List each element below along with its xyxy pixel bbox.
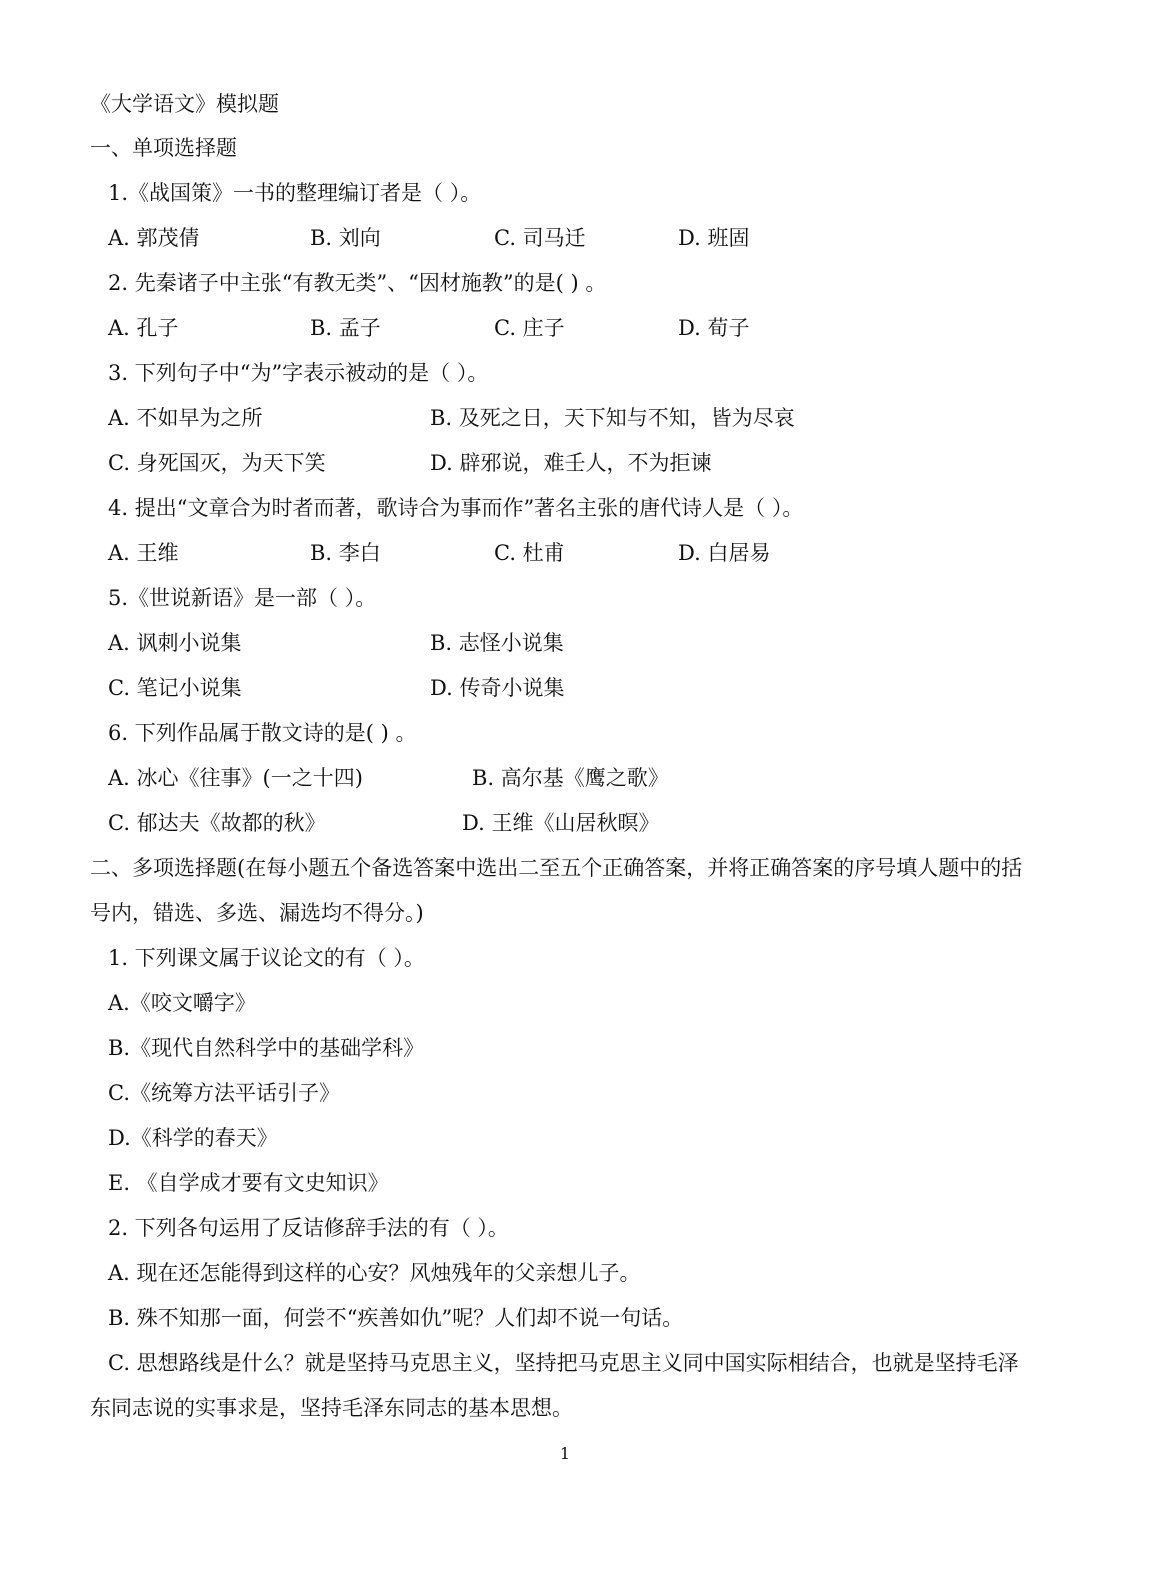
- option-b: B. 刘向: [310, 226, 381, 250]
- option-d: D. 荀子: [678, 316, 750, 340]
- option-c: C. 身死国灭，为天下笑: [108, 451, 326, 475]
- option-d: D. 传奇小说集: [430, 676, 565, 700]
- option-a: A. 不如早为之所: [108, 406, 263, 430]
- option-c: C. 笔记小说集: [108, 676, 242, 700]
- option-c: C. 郁达夫《故都的秋》: [108, 811, 326, 835]
- page-number: 1: [559, 1444, 571, 1463]
- option-a: A. 现在还怎能得到这样的心安？风烛残年的父亲想儿子。: [108, 1261, 641, 1285]
- option-a: A. 讽刺小说集: [108, 631, 242, 655]
- option-b: B. 高尔基《鹰之歌》: [472, 766, 669, 790]
- option-d: D.《科学的春天》: [108, 1126, 278, 1150]
- option-b: B.《现代自然科学中的基础学科》: [108, 1036, 425, 1060]
- option-c-continuation: 东同志说的实事求是，坚持毛泽东同志的基本思想。: [90, 1396, 573, 1420]
- option-e: E. 《自学成才要有文史知识》: [108, 1171, 389, 1195]
- option-c: C. 思想路线是什么？就是坚持马克思主义，坚持把马克思主义同中国实际相结合，也就是坚持毛泽: [108, 1351, 1019, 1375]
- question-stem: 1. 下列课文属于议论文的有（ ）。: [108, 946, 425, 970]
- option-b: B. 志怪小说集: [430, 631, 564, 655]
- page-title: 《大学语文》模拟题: [90, 92, 279, 116]
- question-stem: 2. 下列各句运用了反诘修辞手法的有（ ）。: [108, 1216, 509, 1240]
- option-c: C.《统筹方法平话引子》: [108, 1081, 340, 1105]
- section-heading-multiple-choice-cont: 号内，错选、多选、漏选均不得分。): [90, 901, 424, 925]
- option-c: C. 司马迁: [494, 226, 586, 250]
- option-a: A.《咬文嚼字》: [108, 991, 256, 1015]
- option-a: A. 王维: [108, 541, 179, 565]
- option-c: C. 杜甫: [494, 541, 565, 565]
- option-d: D. 辟邪说，难壬人，不为拒谏: [430, 451, 712, 475]
- question-stem: 4. 提出“文章合为时者而著，歌诗合为事而作”著名主张的唐代诗人是（ ）。: [108, 496, 804, 520]
- option-d: D. 王维《山居秋暝》: [462, 811, 660, 835]
- question-stem: 6. 下列作品属于散文诗的是( ) 。: [108, 721, 417, 745]
- section-heading-single-choice: 一、单项选择题: [90, 136, 237, 160]
- option-d: D. 班固: [678, 226, 750, 250]
- option-a: A. 冰心《往事》(一之十四): [108, 766, 363, 790]
- option-b: B. 孟子: [310, 316, 381, 340]
- option-a: A. 郭茂倩: [108, 226, 200, 250]
- question-stem: 2. 先秦诸子中主张“有教无类”、“因材施教”的是( ) 。: [108, 271, 607, 295]
- question-stem: 1.《战国策》一书的整理编订者是（ ）。: [108, 181, 482, 205]
- question-stem: 3. 下列句子中“为”字表示被动的是（ ）。: [108, 361, 489, 385]
- option-c: C. 庄子: [494, 316, 565, 340]
- option-b: B. 及死之日，天下知与不知，皆为尽哀: [430, 406, 795, 430]
- section-heading-multiple-choice: 二、多项选择题(在每小题五个备选答案中选出二至五个正确答案，并将正确答案的序号填人题中的括: [90, 856, 1023, 880]
- option-b: B. 李白: [310, 541, 381, 565]
- option-a: A. 孔子: [108, 316, 179, 340]
- question-stem: 5.《世说新语》是一部（ ）。: [108, 586, 377, 610]
- option-b: B. 殊不知那一面，何尝不“疾善如仇”呢？人们却不说一句话。: [108, 1306, 684, 1330]
- option-d: D. 白居易: [678, 541, 771, 565]
